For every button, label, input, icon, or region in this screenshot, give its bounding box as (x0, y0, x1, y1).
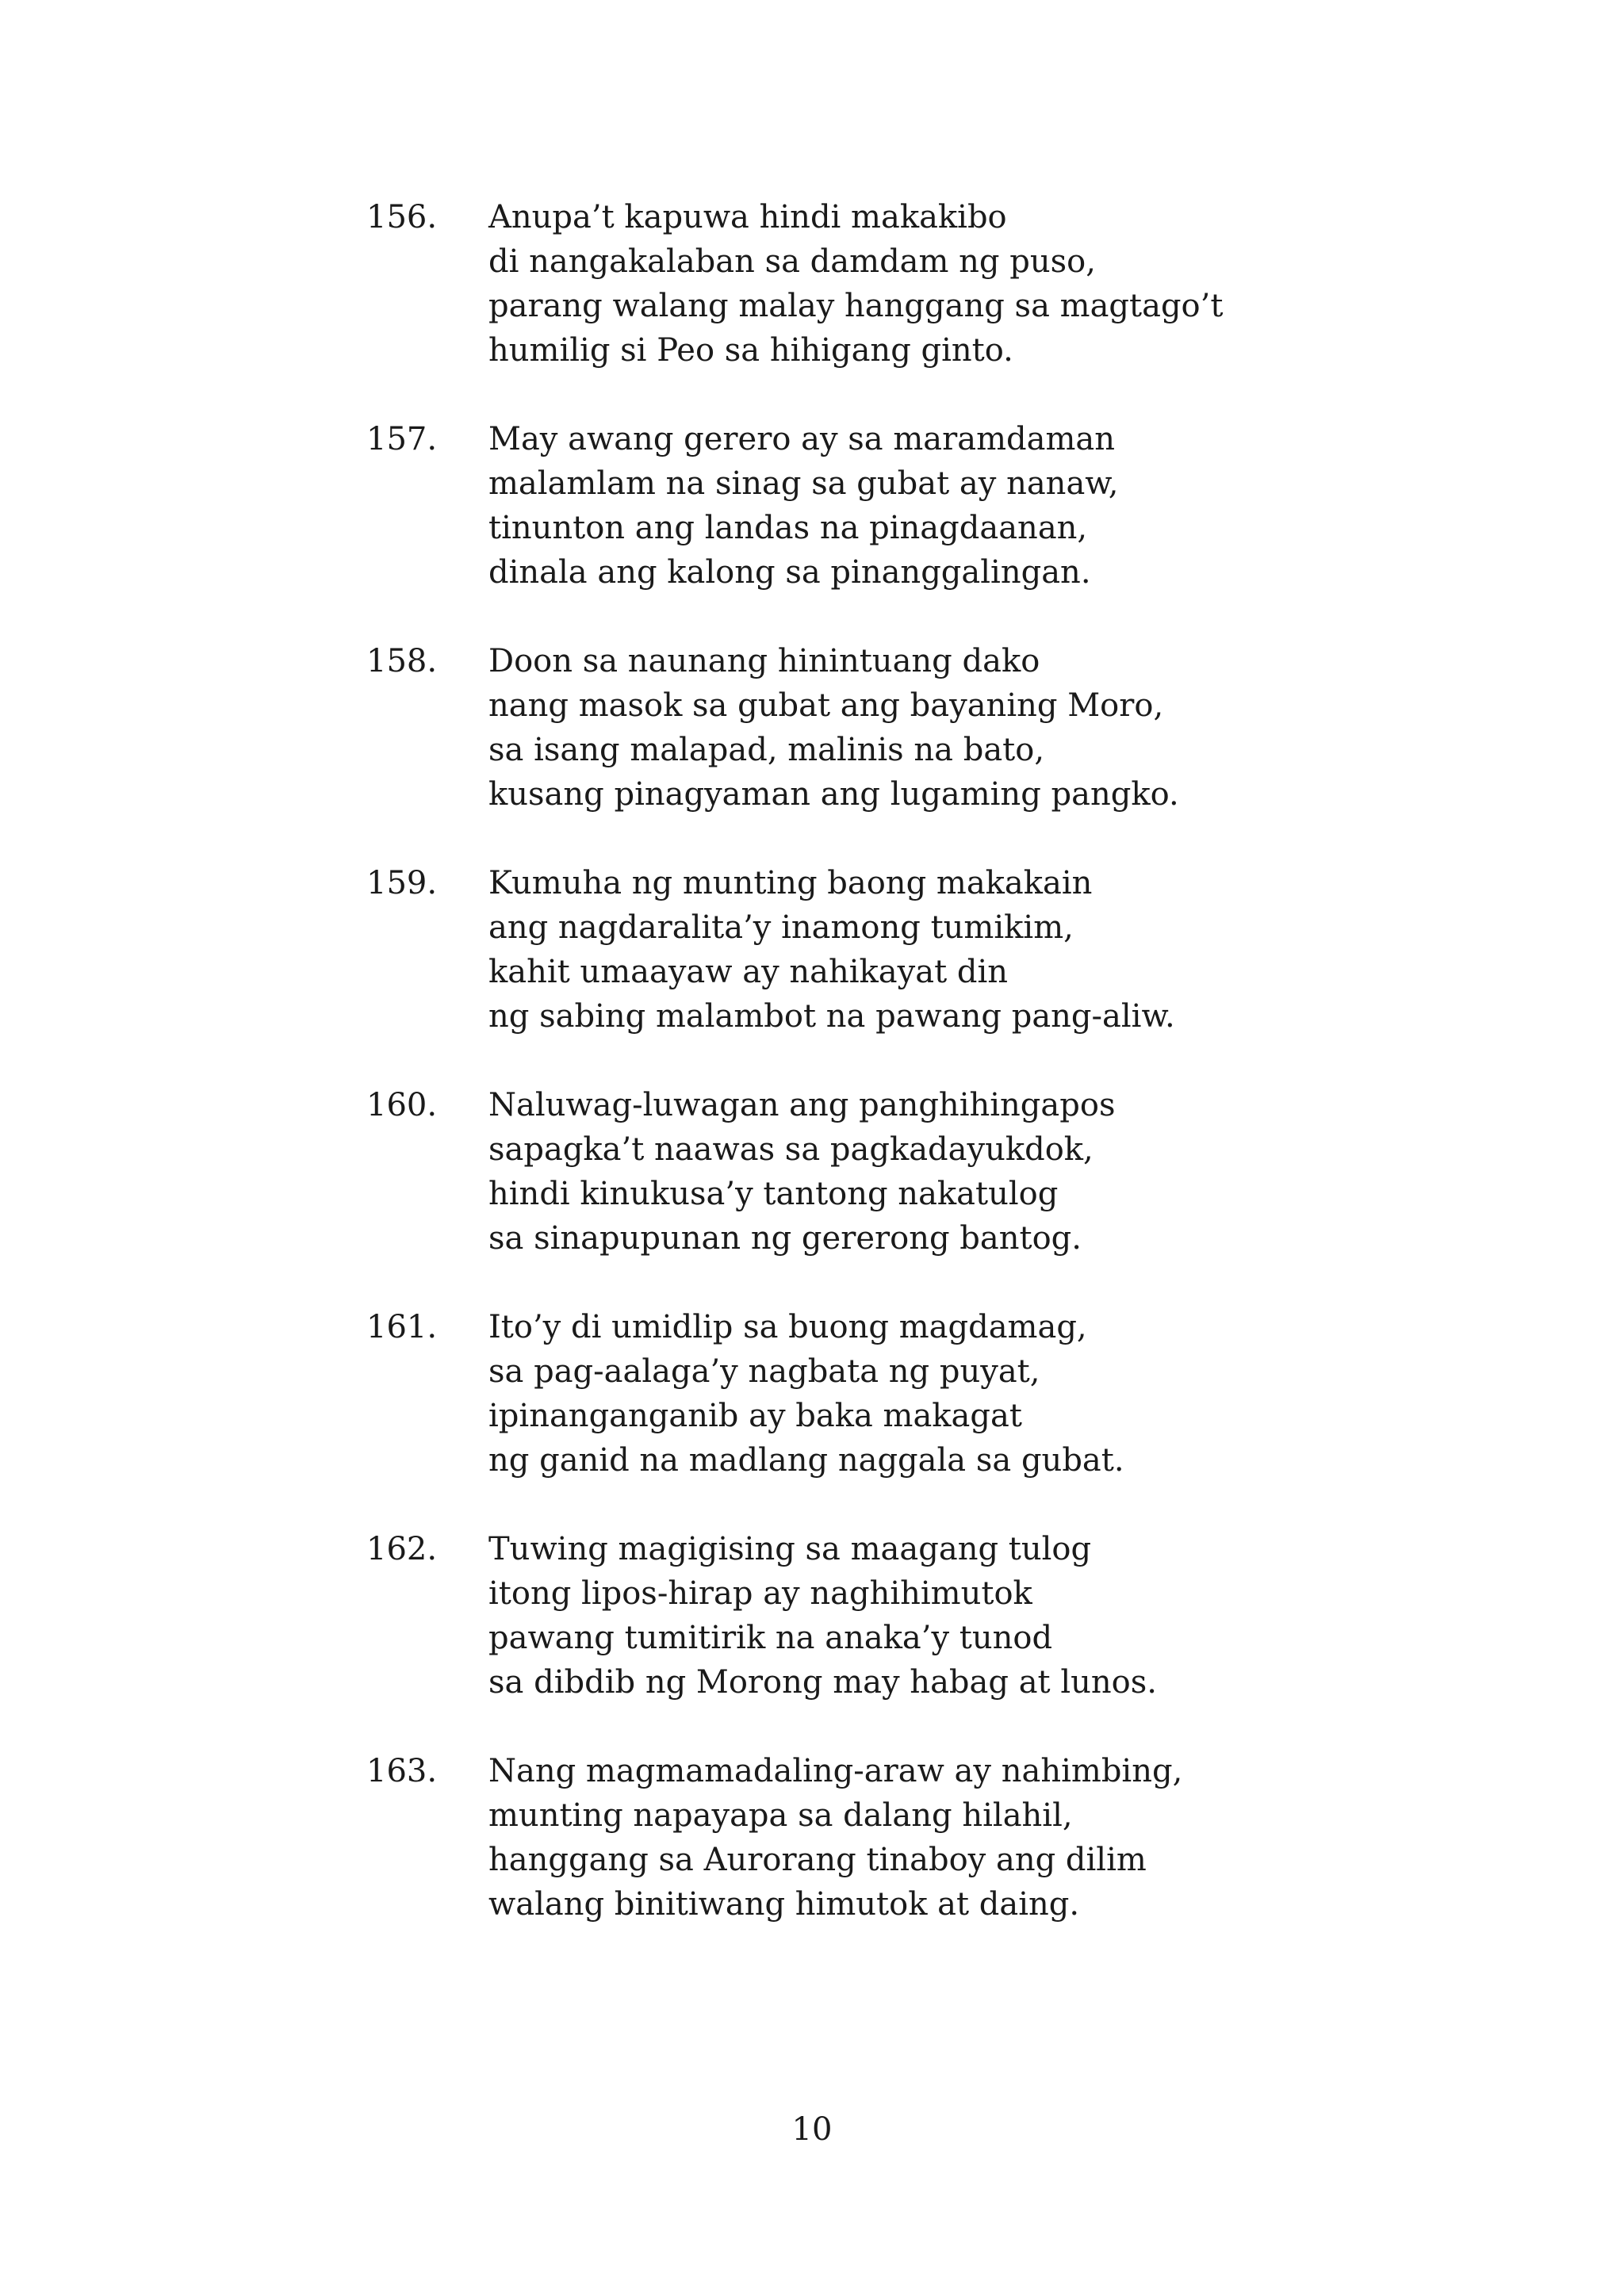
stanza-number: 159. (366, 865, 438, 901)
verse-line: malamlam na sinag sa gubat ay nanaw, (488, 465, 1119, 502)
verse-line: humilig si Peo sa hihigang ginto. (488, 332, 1013, 369)
stanza-159 (366, 861, 1556, 1083)
stanza-number: 158. (366, 643, 438, 679)
verse-line: tinunton ang landas na pinagdaanan, (488, 510, 1088, 546)
verse-line: ang nagdaralita’y inamong tumikim, (488, 909, 1074, 946)
verse-line: Nang magmamadaling-araw ay nahimbing, (488, 1753, 1183, 1789)
poem-body (366, 195, 1556, 1971)
verse-line: sa dibdib ng Morong may habag at lunos. (488, 1664, 1157, 1701)
verse-line: Doon sa naunang hinintuang dako (488, 643, 1040, 679)
verse-line: sa isang malapad, malinis na bato, (488, 732, 1045, 768)
verse-line: hanggang sa Aurorang tinaboy ang dilim (488, 1842, 1147, 1878)
verse-line: Tuwing magigising sa maagang tulog (488, 1531, 1092, 1567)
verse-line: Naluwag-luwagan ang panghihingapos (488, 1087, 1116, 1123)
verse-line: ng ganid na madlang naggala sa gubat. (488, 1442, 1124, 1479)
stanza-163 (366, 1749, 1556, 1971)
stanza-number: 157. (366, 421, 438, 457)
stanza-156 (366, 195, 1556, 417)
stanza-lines (488, 195, 1223, 373)
stanza-160 (366, 1083, 1556, 1305)
stanza-number: 163. (366, 1753, 438, 1789)
verse-line: munting napayapa sa dalang hilahil, (488, 1797, 1073, 1834)
verse-line: Anupa’t kapuwa hindi makakibo (488, 199, 1007, 235)
stanza-lines (488, 1305, 1124, 1483)
stanza-number: 161. (366, 1309, 438, 1345)
verse-line: itong lipos-hirap ay naghihimutok (488, 1575, 1032, 1612)
verse-line: walang binitiwang himutok at daing. (488, 1886, 1080, 1923)
verse-line: ipinanganganib ay baka makagat (488, 1398, 1022, 1434)
stanza-162 (366, 1527, 1556, 1749)
page-number: 10 (791, 2111, 833, 2148)
stanza-lines (488, 1527, 1157, 1705)
stanza-number: 156. (366, 199, 438, 235)
stanza-lines (488, 861, 1175, 1039)
verse-line: Kumuha ng munting baong makakain (488, 865, 1093, 901)
verse-line: pawang tumitirik na anaka’y tunod (488, 1620, 1053, 1656)
verse-line: di nangakalaban sa damdam ng puso, (488, 243, 1096, 280)
stanza-lines (488, 1083, 1115, 1261)
verse-line: sa sinapupunan ng gererong bantog. (488, 1220, 1082, 1257)
verse-line: kusang pinagyaman ang lugaming pangko. (488, 776, 1179, 813)
verse-line: sapagka’t naawas sa pagkadayukdok, (488, 1131, 1094, 1168)
verse-line: hindi kinukusa’y tantong nakatulog (488, 1176, 1059, 1212)
verse-line: dinala ang kalong sa pinanggalingan. (488, 554, 1091, 591)
verse-line: parang walang malay hanggang sa magtago’t (488, 288, 1224, 324)
stanza-161 (366, 1305, 1556, 1527)
verse-line: ng sabing malambot na pawang pang-aliw. (488, 998, 1175, 1035)
verse-line: kahit umaayaw ay nahikayat din (488, 954, 1009, 990)
stanza-158 (366, 639, 1556, 861)
stanza-lines (488, 1749, 1182, 1927)
stanza-lines (488, 639, 1179, 817)
verse-line: May awang gerero ay sa maramdaman (488, 421, 1116, 457)
verse-line: sa pag-aalaga’y nagbata ng puyat, (488, 1353, 1040, 1390)
stanza-lines (488, 417, 1119, 595)
stanza-number: 160. (366, 1087, 438, 1123)
stanza-number: 162. (366, 1531, 438, 1567)
verse-line: nang masok sa gubat ang bayaning Moro, (488, 687, 1164, 724)
stanza-157 (366, 417, 1556, 639)
verse-line: Ito’y di umidlip sa buong magdamag, (488, 1309, 1087, 1345)
